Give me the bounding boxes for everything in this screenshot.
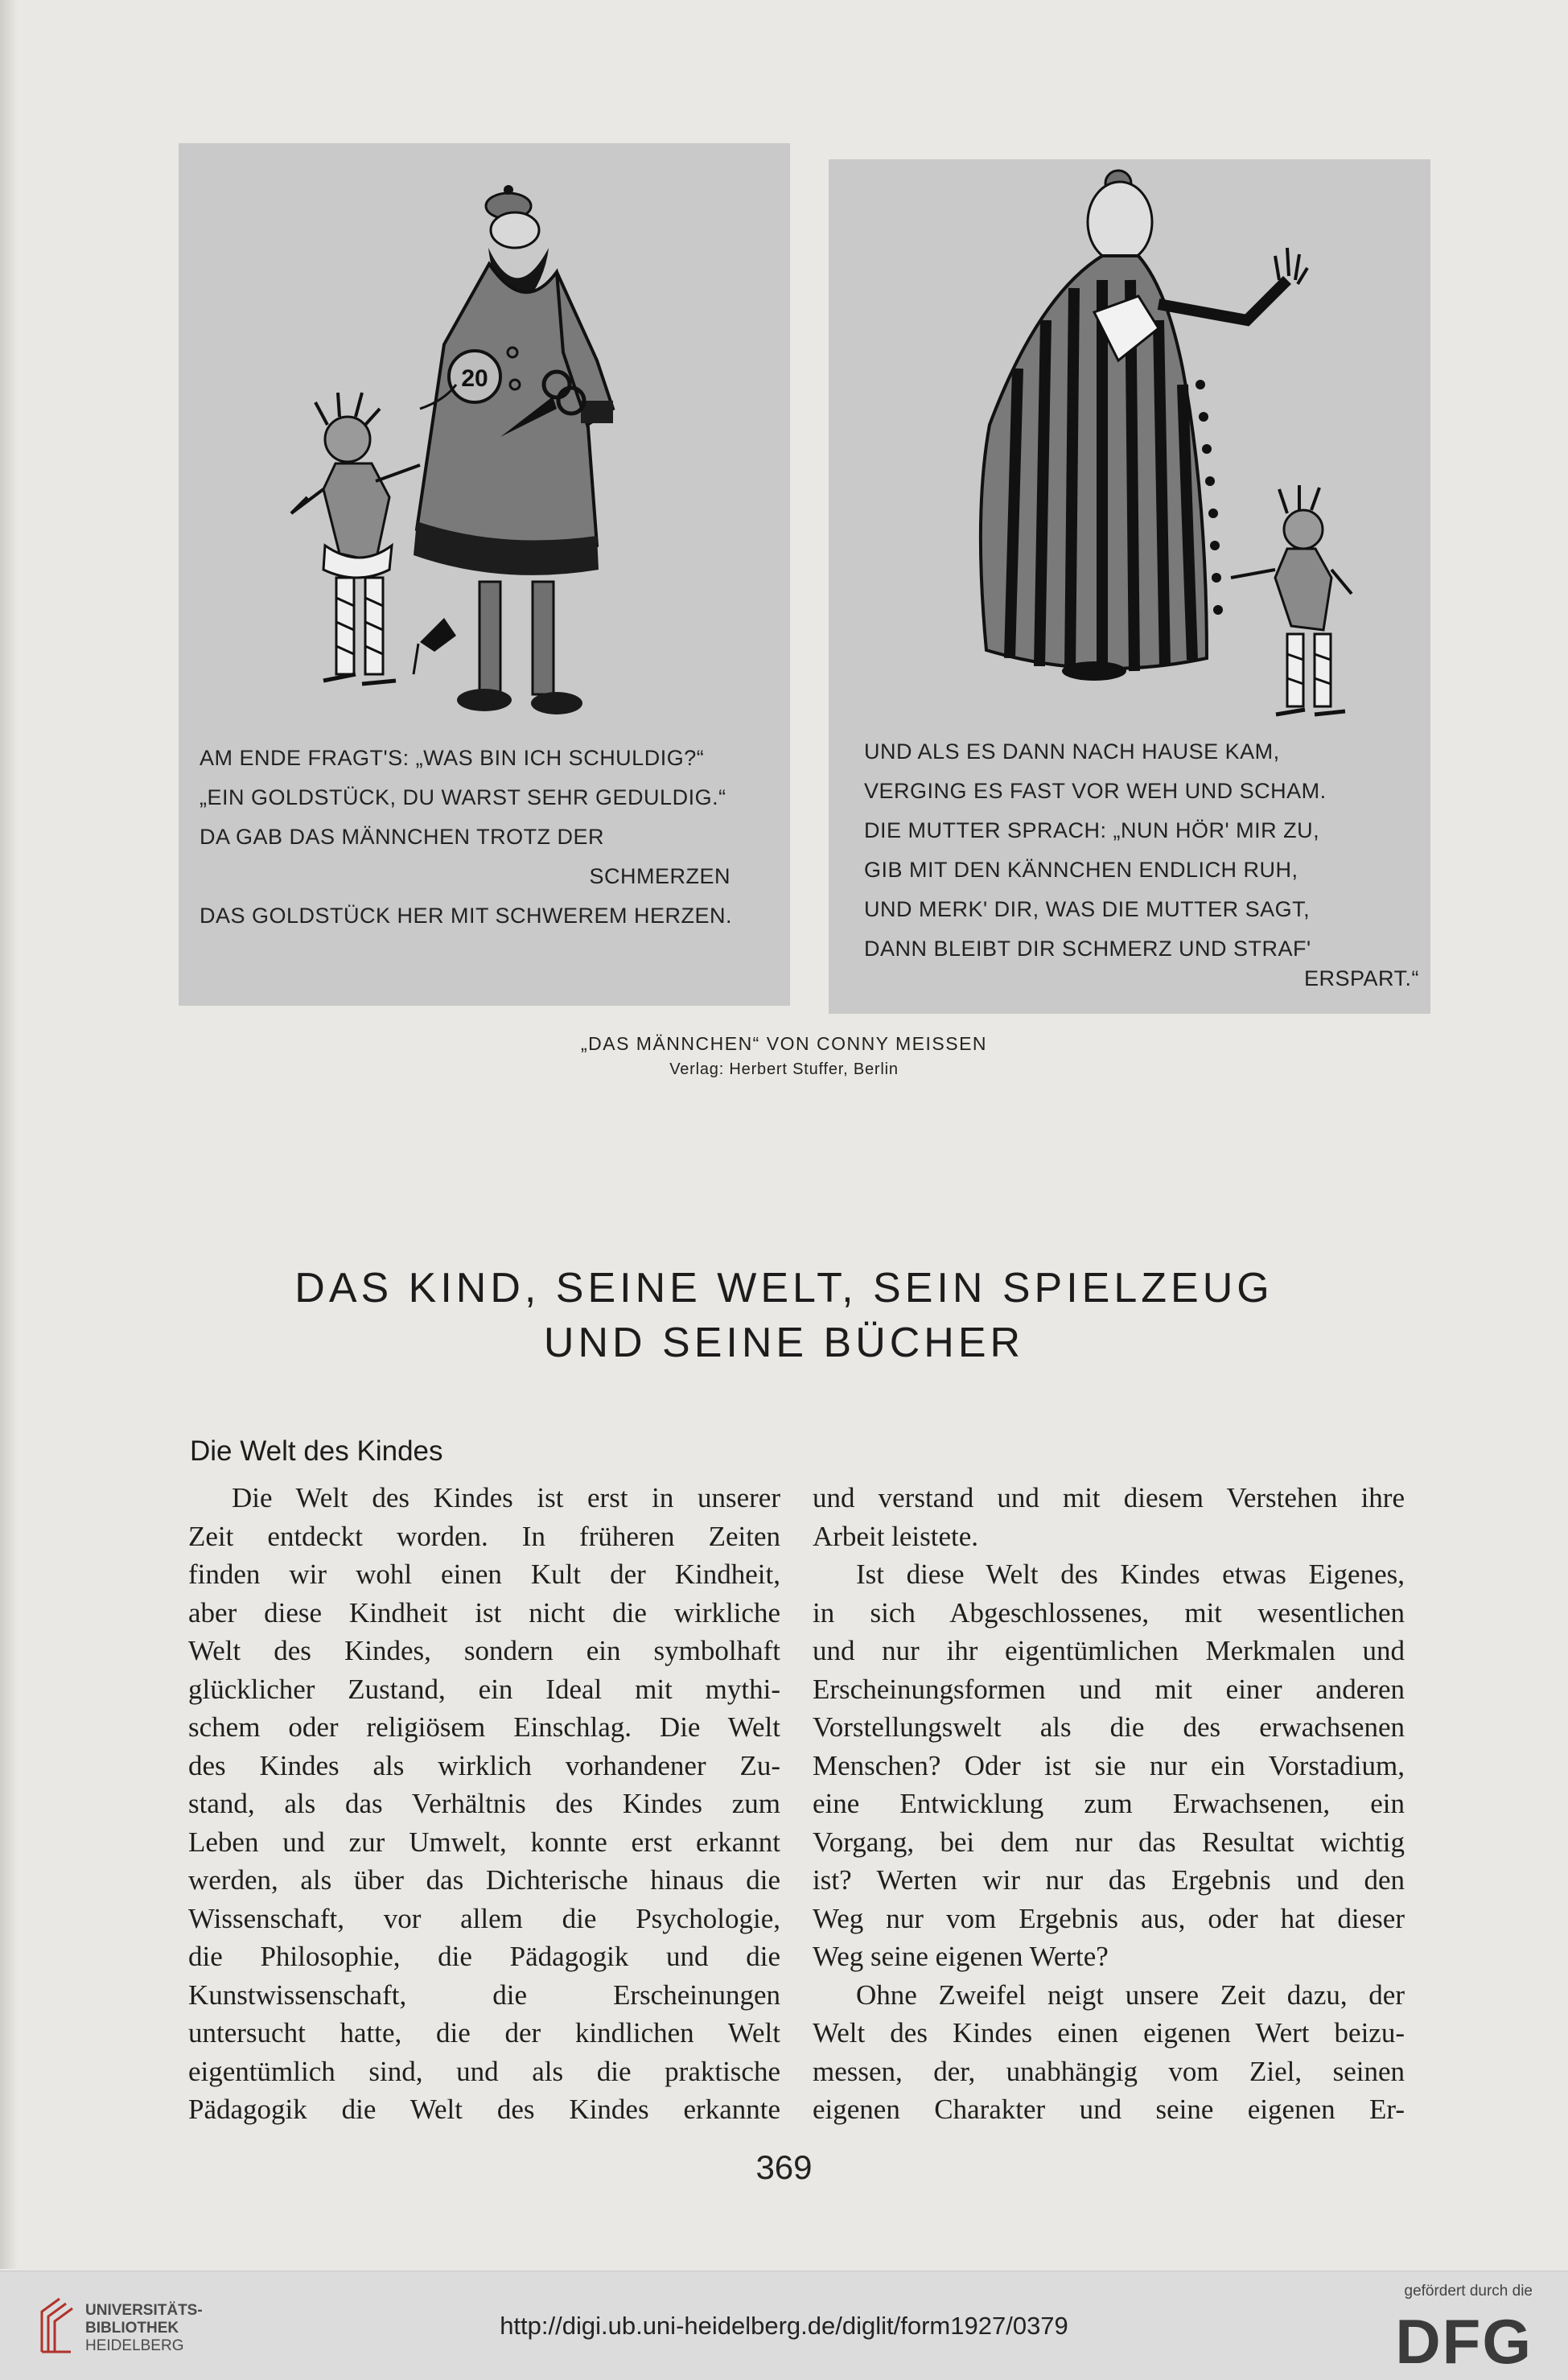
library-name-line: BIBLIOTHEK (85, 2320, 179, 2337)
text-line: Weg nur vom Ergebnis aus, oder hat dieser (813, 1902, 1405, 1934)
rhyme-line: GIB MIT DEN KÄNNCHEN ENDLICH RUH, (864, 858, 1298, 882)
text-line: eigentümlich sind, und als die praktische (188, 2055, 780, 2087)
text-line: eigenen Charakter und seine eigenen Er- (813, 2094, 1405, 2125)
library-name-line: HEIDELBERG (85, 2337, 184, 2354)
library-name-line: UNIVERSITÄTS- (85, 2302, 203, 2319)
text-line: und nur ihr eigentümlichen Merkmalen und (813, 1635, 1405, 1666)
figure-caption-publisher: Verlag: Herbert Stuffer, Berlin (669, 1060, 899, 1078)
dfg-logo: DFG (1395, 2306, 1533, 2377)
rhyme-line: UND ALS ES DANN NACH HAUSE KAM, (864, 739, 1280, 764)
text-line: stand, als das Verhältnis des Kindes zum (188, 1788, 780, 1819)
text-line: in sich Abgeschlossenes, mit wesentlichen (813, 1596, 1405, 1629)
rhyme-line: „EIN GOLDSTÜCK, DU WARST SEHR GEDULDIG.“ (200, 785, 726, 809)
funding-note: gefördert durch die (1404, 2283, 1533, 2300)
rhyme-line: SCHMERZEN (589, 864, 730, 888)
text-line: des Kindes als wirklich vorhandener Zu- (188, 1749, 780, 1781)
text-line: Wissenschaft, vor allem die Psychologie, (188, 1902, 780, 1934)
text-line: Erscheinungsformen und mit einer anderen (813, 1673, 1405, 1705)
text-column-left (188, 1479, 780, 2129)
rhyme-right (864, 732, 1419, 999)
text-line: Kunstwissenschaft, die Erscheinungen (188, 1979, 780, 2011)
text-line: und verstand und mit diesem Verstehen ihre (813, 1482, 1405, 1513)
permalink-url[interactable]: http://digi.ub.uni-heidelberg.de/diglit/form1927/0379 (500, 2312, 1068, 2340)
text-line: messen, der, unabhängig vom Ziel, seinen (813, 2055, 1405, 2087)
text-line: Ohne Zweifel neigt unsere Zeit dazu, der (856, 1979, 1405, 2011)
rhyme-line: DANN BLEIBT DIR SCHMERZ UND STRAF' (864, 937, 1311, 961)
rhyme-line: UND MERK' DIR, WAS DIE MUTTER SAGT, (864, 897, 1311, 921)
illustration-right (829, 159, 1430, 1014)
text-line: eine Entwicklung zum Erwachsenen, ein (813, 1788, 1405, 1819)
text-line: Zeit entdeckt worden. In früheren Zeiten (188, 1520, 780, 1552)
illustration-right-drawing (829, 159, 1430, 723)
rhyme-line: ERSPART.“ (1303, 966, 1419, 990)
rhyme-line: AM ENDE FRAGT'S: „WAS BIN ICH SCHULDIG?“ (200, 746, 705, 770)
text-line: ist? Werten wir nur das Ergebnis und den (813, 1864, 1405, 1896)
text-line: werden, als über das Dichterische hinaus die (188, 1864, 780, 1896)
text-line: Vorstellungswelt als die des erwachsenen (813, 1711, 1405, 1743)
section-heading: Die Welt des Kindes (190, 1435, 443, 1467)
article-headline-line1: DAS KIND, SEINE WELT, SEIN SPIELZEUG (294, 1265, 1274, 1311)
text-line: Welt des Kindes einen eigenen Wert beizu- (813, 2017, 1405, 2049)
rhyme-line: DAS GOLDSTÜCK HER MIT SCHWEREM HERZEN. (200, 904, 733, 928)
text-line: Welt des Kindes, sondern ein symbolhaft (188, 1635, 780, 1666)
text-line: Leben und zur Umwelt, konnte erst erkannt (188, 1826, 780, 1858)
rhyme-left (200, 739, 771, 936)
text-line: Menschen? Oder ist sie nur ein Vorstadium, (813, 1749, 1405, 1781)
text-column-right (813, 1479, 1405, 2129)
rhyme-line: DIE MUTTER SPRACH: „NUN HÖR' MIR ZU, (864, 818, 1320, 842)
text-line: die Philosophie, die Pädagogik und die (188, 1941, 780, 1972)
page-edge (0, 0, 18, 2269)
rhyme-line: VERGING ES FAST VOR WEH UND SCHAM. (864, 779, 1327, 803)
rhyme-line: DA GAB DAS MÄNNCHEN TROTZ DER (200, 825, 605, 849)
text-line: aber diese Kindheit ist nicht die wirkliche (188, 1596, 780, 1629)
illustration-left-drawing (179, 143, 790, 723)
illustration-left (179, 143, 790, 1006)
text-line: untersucht hatte, die der kindlichen Welt (188, 2017, 780, 2049)
article-headline-line2: UND SEINE BÜCHER (543, 1320, 1025, 1366)
figure-caption-title: „DAS MÄNNCHEN“ VON CONNY MEISSEN (580, 1033, 988, 1054)
text-line: finden wir wohl einen Kult der Kindheit, (188, 1559, 780, 1590)
text-line: Vorgang, bei dem nur das Resultat wichtig (813, 1826, 1405, 1858)
digitization-footer (0, 2271, 1568, 2380)
text-line: glücklicher Zustand, ein Ideal mit mythi- (188, 1673, 780, 1705)
page-number: 369 (755, 2148, 813, 2186)
text-line: Arbeit leistete. (813, 1520, 979, 1552)
text-line: Pädagogik die Welt des Kindes erkannte (188, 2094, 780, 2125)
coin-label: 20 (461, 365, 488, 392)
text-line: Die Welt des Kindes ist erst in unserer (232, 1482, 780, 1513)
text-line: Ist diese Welt des Kindes etwas Eigenes, (856, 1559, 1405, 1590)
text-line: Weg seine eigenen Werte? (813, 1941, 1109, 1972)
text-line: schem oder religiösem Einschlag. Die Welt (188, 1711, 780, 1743)
